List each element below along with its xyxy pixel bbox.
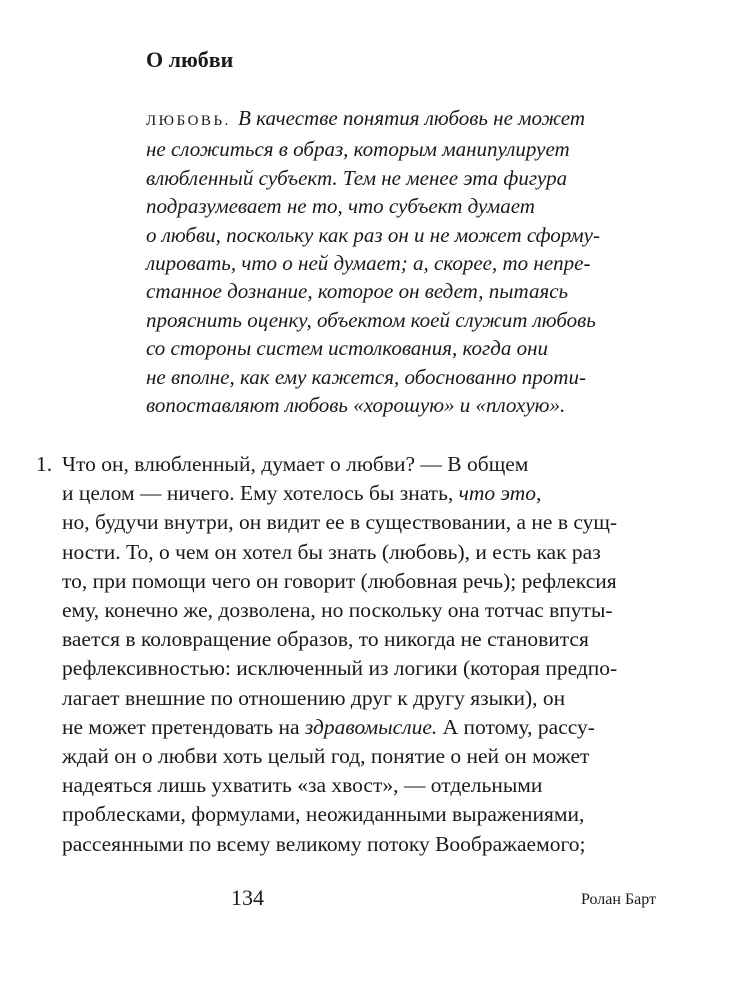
definition-line: со стороны систем истолкования, когда они	[146, 336, 548, 361]
definition-line: о любви, поскольку как раз он и не может сформу-	[146, 222, 600, 247]
definition-line: не сложиться в образ, которым манипулирует	[146, 137, 570, 162]
paragraph-number: 1.	[36, 452, 53, 476]
paragraph-1	[36, 450, 618, 859]
paragraph-line: то, при помощи чего он говорит (любовная речь); рефлексия	[62, 568, 617, 593]
definition-line: не вполне, как ему кажется, обоснованно проти-	[146, 364, 586, 389]
paragraph-line: рефлексивностью: исключенный из логики (которая предпо-	[62, 656, 618, 681]
definition-line: ЛЮБОВЬ. В качестве понятия любовь не может	[146, 106, 585, 130]
paragraph-line: ждай он о любви хоть целый год, понятие о ней он может	[62, 744, 590, 769]
definition-line: прояснить оценку, объектом коей служит любовь	[146, 307, 596, 332]
paragraph-line: надеяться лишь ухватить «за хвост», — отдельными	[62, 773, 543, 798]
running-footer-author: Ролан Барт	[581, 891, 657, 908]
section-title: О любви	[146, 47, 234, 72]
emphasis: что это,	[458, 481, 542, 506]
definition-term: ЛЮБОВЬ.	[146, 113, 231, 129]
paragraph-line: лагает внешние по отношению друг к другу языки), он	[62, 685, 566, 710]
paragraph-line: вается в коловращение образов, то никогда не становится	[62, 627, 589, 652]
paragraph-line: рассеянными по всему великому потоку Воображаемого;	[62, 831, 586, 856]
emphasis: здравомыслие.	[304, 714, 438, 739]
definition-line: подразумевает не то, что субъект думает	[146, 194, 535, 219]
definition-line: станное дознание, которое он ведет, пытаясь	[146, 279, 569, 304]
definition-block	[146, 104, 600, 419]
paragraph-line: 1. Что он, влюбленный, думает о любви? — В общем	[62, 450, 617, 479]
paragraph-line: не может претендовать на здравомыслие. А потому, рассу-	[62, 714, 595, 739]
paragraph-line: ему, конечно же, дозволена, но поскольку она тотчас впуты-	[62, 598, 613, 623]
paragraph-line: но, будучи внутри, он видит ее в существовании, а не в сущ-	[62, 510, 618, 535]
definition-line: влюбленный субъект. Тем не менее эта фигура	[146, 165, 568, 190]
paragraph-line: ности. То, о чем он хотел бы знать (любовь), и есть как раз	[62, 539, 601, 564]
paragraph-line: и целом — ничего. Ему хотелось бы знать, что это,	[62, 481, 542, 506]
paragraph-line: проблесками, формулами, неожиданными выражениями,	[62, 802, 585, 827]
definition-line: вопоставляют любовь «хорошую» и «плохую».	[146, 393, 566, 418]
page-number: 134	[231, 885, 264, 910]
definition-line: лировать, что о ней думает; а, скорее, то непре-	[146, 251, 591, 276]
